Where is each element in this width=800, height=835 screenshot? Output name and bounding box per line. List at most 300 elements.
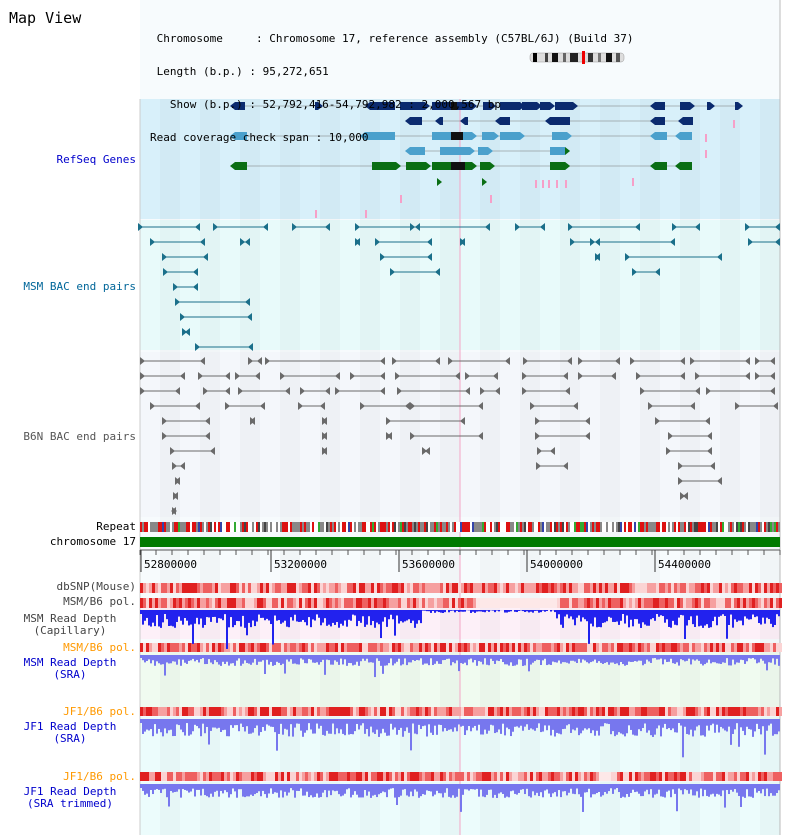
dbsnp-cell: [290, 583, 293, 593]
dbsnp-cell: [599, 583, 602, 593]
msm-depth-sra-bar: [362, 655, 364, 659]
jf1-depth-bar: [754, 719, 756, 731]
repeat-element: [432, 522, 434, 532]
msm-pol-cap-cell: [404, 598, 407, 608]
msm-depth-sra-bar: [726, 655, 728, 658]
msm-depth-sra-bar: [190, 655, 192, 660]
repeat-element: [450, 522, 452, 532]
dbsnp-cell: [200, 583, 203, 593]
jf1-pol-trim-cell: [248, 772, 251, 781]
jf1-pol-trim-cell: [449, 772, 452, 781]
jf1-pol-trim-cell: [278, 772, 281, 781]
jf1-depth-bar: [556, 719, 558, 733]
jf1-pol-cell: [575, 707, 578, 716]
msm-depth-sra-bar: [752, 655, 754, 658]
msm-pol-sra-cell: [665, 643, 668, 652]
msm-depth-cap-bar: [450, 610, 452, 611]
msm-pol-cap-cell: [482, 598, 485, 608]
msm-pol-cap-cell: [413, 598, 416, 608]
msm-depth-cap-bar: [348, 610, 350, 620]
msm-pol-cap-cell: [332, 598, 335, 608]
jf1-depth-bar: [248, 719, 250, 734]
jf1-depth-trim-bar: [504, 784, 506, 798]
jf1-pol-trim-cell: [359, 772, 362, 781]
msm-depth-sra-bar: [660, 655, 662, 659]
snp-mark: [733, 120, 735, 128]
msm-pol-cap-cell: [152, 598, 155, 608]
msm-pol-cap-cell: [701, 598, 704, 608]
jf1-pol-cell: [308, 707, 311, 716]
jf1-pol-trim-cell: [731, 772, 734, 781]
jf1-depth-trim-bar: [322, 784, 324, 793]
repeat-element: [368, 522, 370, 532]
jf1-pol-cell: [644, 707, 647, 716]
jf1-depth-bar: [528, 719, 530, 730]
jf1-pol-cell: [281, 707, 284, 716]
jf1-pol-cell: [536, 707, 539, 716]
repeat-element: [740, 522, 742, 532]
jf1-depth-trim-bar: [344, 784, 346, 794]
jf1-pol-cell: [500, 707, 503, 716]
dbsnp-cell: [437, 583, 440, 593]
jf1-depth-bar: [374, 719, 376, 734]
msm-depth-cap-bar: [160, 610, 162, 628]
track-label-b6n-bac[interactable]: B6N BAC end pairs: [23, 430, 136, 443]
repeat-element: [670, 522, 672, 532]
msm-depth-cap-bar: [200, 610, 202, 619]
jf1-depth-trim-bar: [304, 784, 306, 796]
dbsnp-cell: [305, 583, 308, 593]
dbsnp-cell: [557, 583, 560, 593]
jf1-depth-trim-bar: [324, 784, 326, 790]
msm-depth-cap-bar: [744, 610, 746, 616]
dbsnp-cell: [521, 583, 524, 593]
msm-pol-sra-cell: [410, 643, 413, 652]
jf1-pol-cell: [146, 707, 149, 716]
repeat-element: [376, 522, 378, 532]
jf1-pol-trim-cell: [644, 772, 647, 781]
repeat-element: [158, 522, 160, 532]
msm-depth-sra-bar: [336, 655, 338, 662]
msm-depth-sra-bar: [486, 655, 488, 665]
jf1-depth-bar: [444, 719, 446, 728]
msm-pol-cap-cell: [569, 598, 572, 608]
repeat-element: [540, 522, 542, 532]
dbsnp-cell: [398, 583, 401, 593]
jf1-depth-trim-bar: [236, 784, 238, 798]
jf1-depth-bar: [600, 719, 602, 726]
msm-depth-sra-bar: [500, 655, 502, 659]
msm-pol-sra-cell: [266, 643, 269, 652]
jf1-pol-cell: [734, 707, 737, 716]
jf1-pol-cell: [638, 707, 641, 716]
repeat-element: [210, 522, 212, 532]
msm-depth-cap-bar: [692, 610, 694, 624]
msm-pol-cap-cell: [737, 598, 740, 608]
jf1-pol-trim-cell: [155, 772, 158, 781]
msm-depth-cap-bar: [264, 610, 266, 620]
jf1-depth-bar: [174, 719, 176, 736]
jf1-pol-trim-cell: [563, 772, 566, 781]
jf1-pol-cell: [314, 707, 317, 716]
msm-pol-sra-cell: [239, 643, 242, 652]
jf1-depth-bar: [256, 719, 258, 725]
msm-depth-cap-bar: [444, 610, 446, 612]
jf1-pol-cell: [773, 707, 776, 716]
repeat-element: [736, 522, 738, 532]
msm-pol-cap-cell: [734, 598, 737, 608]
jf1-pol-cell: [512, 707, 515, 716]
jf1-pol-cell: [419, 707, 422, 716]
msm-depth-sra-bar: [178, 655, 180, 659]
msm-pol-sra-cell: [500, 643, 503, 652]
msm-depth-sra-bar: [514, 655, 516, 666]
repeat-element: [576, 522, 578, 532]
jf1-pol-trim-cell: [638, 772, 641, 781]
msm-depth-sra-bar: [328, 655, 330, 660]
jf1-depth-trim-bar: [464, 784, 466, 789]
msm-depth-sra-bar: [436, 655, 438, 661]
jf1-depth-bar: [566, 719, 568, 725]
dbsnp-cell: [719, 583, 722, 593]
dbsnp-cell: [215, 583, 218, 593]
jf1-depth-bar: [662, 719, 664, 728]
msm-depth-sra-bar: [220, 655, 222, 666]
msm-depth-cap-bar: [654, 610, 656, 621]
jf1-depth-trim-bar: [312, 784, 314, 797]
jf1-pol-trim-cell: [506, 772, 509, 781]
msm-pol-cap-cell: [329, 598, 332, 608]
msm-depth-cap-bar: [776, 610, 778, 614]
jf1-depth-bar: [590, 719, 592, 733]
msm-pol-cap-cell: [182, 598, 185, 608]
jf1-pol-trim-cell: [203, 772, 206, 781]
msm-depth-sra-bar: [322, 655, 324, 660]
msm-pol-sra-cell: [395, 643, 398, 652]
dbsnp-cell: [272, 583, 275, 593]
jf1-depth-trim-bar: [568, 784, 570, 793]
jf1-pol-trim-cell: [680, 772, 683, 781]
msm-pol-sra-cell: [341, 643, 344, 652]
gene-block: [680, 102, 690, 110]
msm-depth-sra-bar: [570, 655, 572, 661]
repeat-element: [574, 522, 576, 532]
jf1-depth-bar: [540, 719, 542, 732]
repeat-element: [566, 522, 568, 532]
repeat-element: [142, 522, 144, 532]
repeat-element: [162, 522, 164, 532]
msm-pol-sra-cell: [269, 643, 272, 652]
jf1-depth-trim-bar: [404, 784, 406, 789]
jf1-depth-trim-bar: [168, 784, 170, 807]
repeat-element: [638, 522, 640, 532]
jf1-pol-trim-cell: [218, 772, 221, 781]
msm-depth-cap-bar: [426, 610, 428, 611]
msm-depth-cap-bar: [656, 610, 658, 614]
msm-depth-sra-bar: [152, 655, 154, 660]
msm-pol-sra-cell: [386, 643, 389, 652]
jf1-pol-cell: [719, 707, 722, 716]
jf1-pol-trim-cell: [578, 772, 581, 781]
jf1-depth-bar: [238, 719, 240, 731]
dbsnp-cell: [281, 583, 284, 593]
track-label-refseq[interactable]: RefSeq Genes: [56, 153, 136, 166]
repeat-element: [192, 522, 194, 532]
jf1-pol-trim-cell: [188, 772, 191, 781]
dbsnp-cell: [212, 583, 215, 593]
msm-depth-cap-bar: [218, 610, 220, 618]
msm-depth-cap-bar: [600, 610, 602, 627]
msm-depth-cap-bar: [550, 610, 552, 612]
msm-pol-cap-cell: [617, 598, 620, 608]
msm-depth-cap-bar: [316, 610, 318, 614]
jf1-pol-trim-cell: [236, 772, 239, 781]
msm-pol-cap-cell: [359, 598, 362, 608]
msm-depth-sra-bar: [160, 655, 162, 665]
gene-block: [735, 102, 738, 110]
jf1-depth-bar: [452, 719, 454, 732]
msm-pol-sra-cell: [206, 643, 209, 652]
dbsnp-cell: [266, 583, 269, 593]
msm-pol-sra-cell: [572, 643, 575, 652]
msm-depth-cap-bar: [624, 610, 626, 624]
repeat-element: [660, 522, 662, 532]
jf1-pol-cell: [713, 707, 716, 716]
msm-pol-sra-cell: [569, 643, 572, 652]
jf1-depth-trim-bar: [612, 784, 614, 794]
jf1-depth-trim-bar: [618, 784, 620, 792]
msm-depth-cap-bar: [714, 610, 716, 617]
msm-depth-sra-bar: [618, 655, 620, 665]
jf1-depth-trim-bar: [630, 784, 632, 793]
jf1-pol-trim-cell: [605, 772, 608, 781]
jf1-pol-trim-cell: [371, 772, 374, 781]
dbsnp-cell: [269, 583, 272, 593]
dbsnp-cell: [152, 583, 155, 593]
dbsnp-cell: [245, 583, 248, 593]
repeat-element: [634, 522, 636, 532]
repeat-element: [578, 522, 580, 532]
jf1-pol-cell: [248, 707, 251, 716]
jf1-depth-bar: [480, 719, 482, 734]
repeat-element: [208, 522, 210, 532]
msm-pol-sra-cell: [695, 643, 698, 652]
msm-pol-sra-cell: [773, 643, 776, 652]
msm-pol-sra-cell: [551, 643, 554, 652]
jf1-depth-bar: [504, 719, 506, 735]
msm-pol-cap-cell: [563, 598, 566, 608]
gene-block: [680, 162, 692, 170]
msm-depth-cap-bar: [326, 610, 328, 626]
jf1-pol-cell: [668, 707, 671, 716]
repeat-element: [648, 522, 650, 532]
jf1-pol-trim-cell: [569, 772, 572, 781]
dbsnp-cell: [140, 583, 143, 593]
jf1-depth-bar: [686, 719, 688, 734]
jf1-pol-trim-cell: [419, 772, 422, 781]
jf1-depth-trim-bar: [538, 784, 540, 796]
msm-pol-cap-cell: [506, 598, 509, 608]
msm-depth-cap-bar: [158, 610, 160, 626]
jf1-pol-cell: [710, 707, 713, 716]
dbsnp-cell: [434, 583, 437, 593]
msm-pol-sra-cell: [419, 643, 422, 652]
jf1-depth-trim-bar: [190, 784, 192, 791]
jf1-depth-trim-bar: [302, 784, 304, 796]
jf1-depth-bar: [616, 719, 618, 735]
gene-block: [235, 162, 247, 170]
msm-pol-sra-cell: [284, 643, 287, 652]
msm-pol-cap-cell: [488, 598, 491, 608]
jf1-depth-trim-bar: [554, 784, 556, 792]
msm-depth-sra-bar: [598, 655, 600, 661]
dbsnp-cell: [239, 583, 242, 593]
jf1-pol-trim-cell: [677, 772, 680, 781]
jf1-pol-cell: [704, 707, 707, 716]
repeat-element: [356, 522, 358, 532]
msm-pol-sra-cell: [638, 643, 641, 652]
jf1-depth-bar: [702, 719, 704, 735]
msm-depth-sra-bar: [776, 655, 778, 659]
snp-mark: [542, 180, 544, 188]
jf1-depth-bar: [632, 719, 634, 735]
msm-depth-sra-bar: [206, 655, 208, 664]
jf1-depth-bar: [718, 719, 720, 732]
dbsnp-cell: [302, 583, 305, 593]
msm-pol-sra-cell: [548, 643, 551, 652]
msm-depth-sra-bar: [594, 655, 596, 660]
dbsnp-cell: [404, 583, 407, 593]
info-line-length: Length (b.p.) : 95,272,651: [150, 65, 329, 78]
jf1-pol-cell: [254, 707, 257, 716]
jf1-depth-trim-bar: [764, 784, 766, 796]
msm-pol-cap-cell: [431, 598, 434, 608]
jf1-depth-trim-bar: [616, 784, 618, 788]
dbsnp-cell: [674, 583, 677, 593]
jf1-pol-cell: [230, 707, 233, 716]
jf1-pol-cell: [416, 707, 419, 716]
repeat-element: [326, 522, 328, 532]
msm-depth-sra-bar: [200, 655, 202, 659]
track-label-msm-bac[interactable]: MSM BAC end pairs: [23, 280, 136, 293]
repeat-element: [644, 522, 646, 532]
msm-pol-cap-cell: [593, 598, 596, 608]
jf1-pol-trim-cell: [326, 772, 329, 781]
msm-depth-cap-bar: [452, 610, 454, 611]
dbsnp-cell: [425, 583, 428, 593]
jf1-depth-trim-bar: [242, 784, 244, 797]
msm-pol-sra-cell: [479, 643, 482, 652]
repeat-element: [548, 522, 550, 532]
jf1-depth-bar: [158, 719, 160, 729]
dbsnp-cell: [221, 583, 224, 593]
msm-depth-sra-bar: [376, 655, 378, 658]
jf1-pol-cell: [458, 707, 461, 716]
jf1-depth-trim-bar: [722, 784, 724, 790]
msm-depth-cap-bar: [718, 610, 720, 617]
msm-depth-sra-bar: [404, 655, 406, 658]
jf1-depth-bar: [682, 719, 684, 757]
jf1-pol-cell: [596, 707, 599, 716]
msm-depth-sra-bar: [672, 655, 674, 663]
jf1-depth-bar: [768, 719, 770, 725]
msm-pol-cap-cell: [299, 598, 302, 608]
msm-pol-cap-cell: [278, 598, 281, 608]
msm-depth-sra-bar: [766, 655, 768, 670]
msm-pol-sra-cell: [653, 643, 656, 652]
jf1-pol-cell: [215, 707, 218, 716]
repeat-element: [518, 522, 520, 532]
jf1-depth-bar: [368, 719, 370, 736]
msm-pol-sra-cell: [605, 643, 608, 652]
msm-pol-cap-cell: [296, 598, 299, 608]
msm-depth-cap-bar: [756, 610, 758, 616]
jf1-depth-trim-bar: [424, 784, 426, 795]
jf1-pol-trim-cell: [311, 772, 314, 781]
msm-depth-cap-bar: [246, 610, 248, 635]
msm-pol-cap-cell: [677, 598, 680, 608]
msm-depth-cap-bar: [300, 610, 302, 622]
msm-depth-cap-bar: [310, 610, 312, 627]
msm-pol-cap-cell: [419, 598, 422, 608]
jf1-depth-bar: [280, 719, 282, 724]
gene-block: [372, 162, 396, 170]
jf1-depth-trim-bar: [282, 784, 284, 797]
msm-pol-sra-cell: [290, 643, 293, 652]
jf1-depth-bar: [722, 719, 724, 729]
msm-depth-cap-bar: [358, 610, 360, 621]
jf1-depth-bar: [270, 719, 272, 727]
jf1-depth-bar: [218, 719, 220, 728]
msm-depth-sra-bar: [280, 655, 282, 665]
jf1-depth-bar: [576, 719, 578, 728]
jf1-pol-trim-cell: [623, 772, 626, 781]
dbsnp-cell: [194, 583, 197, 593]
msm-depth-sra-bar: [584, 655, 586, 660]
jf1-depth-trim-bar: [178, 784, 180, 789]
dbsnp-cell: [326, 583, 329, 593]
msm-pol-sra-cell: [425, 643, 428, 652]
msm-pol-sra-cell: [593, 643, 596, 652]
msm-depth-cap-bar: [198, 610, 200, 624]
msm-depth-sra-bar: [150, 655, 152, 663]
msm-depth-cap-bar: [258, 610, 260, 615]
jf1-depth-bar: [602, 719, 604, 726]
msm-depth-cap-bar: [652, 610, 654, 618]
jf1-pol-cell: [359, 707, 362, 716]
msm-pol-sra-cell: [614, 643, 617, 652]
msm-pol-cap-cell: [311, 598, 314, 608]
repeat-element: [714, 522, 716, 532]
msm-pol-sra-cell: [308, 643, 311, 652]
msm-pol-cap-cell: [731, 598, 734, 608]
msm-pol-cap-cell: [491, 598, 494, 608]
jf1-pol-cell: [578, 707, 581, 716]
repeat-element: [198, 522, 200, 532]
msm-depth-sra-bar: [764, 655, 766, 664]
dbsnp-cell: [644, 583, 647, 593]
repeat-element: [592, 522, 594, 532]
msm-pol-sra-cell: [230, 643, 233, 652]
jf1-pol-cell: [614, 707, 617, 716]
msm-depth-cap-bar: [702, 610, 704, 628]
jf1-pol-trim-cell: [476, 772, 479, 781]
jf1-depth-bar: [674, 719, 676, 732]
jf1-depth-bar: [628, 719, 630, 725]
dbsnp-cell: [338, 583, 341, 593]
jf1-depth-bar: [140, 719, 142, 723]
msm-pol-sra-cell: [233, 643, 236, 652]
